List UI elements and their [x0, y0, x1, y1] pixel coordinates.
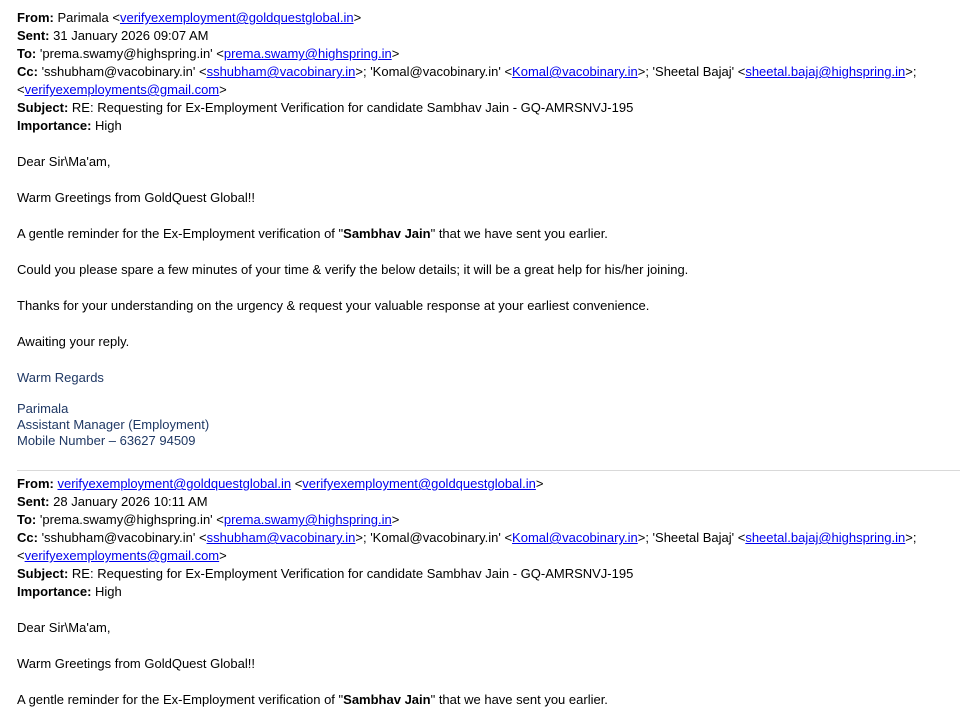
cc-line-continued: [17, 81, 960, 99]
to-name: 'prema.swamy@highspring.in' <: [39, 512, 224, 527]
reminder-paragraph: [17, 225, 960, 243]
importance-value: High: [95, 584, 122, 599]
from-name: Parimala <: [57, 10, 120, 25]
cc-email-link-4[interactable]: verifyexemployments@gmail.com: [24, 82, 220, 97]
signature-title: Assistant Manager (Employment): [17, 417, 210, 432]
subject-line: [17, 565, 960, 583]
cc-email-link-2[interactable]: Komal@vacobinary.in: [512, 64, 638, 79]
to-line: [17, 45, 960, 63]
to-email-link[interactable]: prema.swamy@highspring.in: [223, 512, 392, 527]
reminder-suffix: " that we have sent you earlier.: [430, 692, 608, 707]
subject-text: RE: Requesting for Ex-Employment Verification for candidate Sambhav Jain - GQ-AMRSNVJ-195: [71, 566, 634, 581]
message-divider: [17, 470, 960, 471]
sent-label: Sent:: [17, 494, 50, 509]
cc-name-1: 'sshubham@vacobinary.in' <: [41, 64, 207, 79]
subject-line: [17, 99, 960, 117]
cc-email-link-4[interactable]: verifyexemployments@gmail.com: [24, 548, 220, 563]
cc-tail-3: >;: [905, 530, 917, 545]
cc-head-4: <: [17, 548, 25, 563]
from-line: [17, 475, 960, 493]
warm-greeting: Warm Greetings from GoldQuest Global!!: [17, 190, 255, 205]
from-email-link[interactable]: verifyexemployment@goldquestglobal.in: [119, 10, 354, 25]
cc-label: Cc:: [17, 64, 38, 79]
from-email-link[interactable]: verifyexemployment@goldquestglobal.in: [57, 476, 292, 491]
from-email-link-2[interactable]: verifyexemployment@goldquestglobal.in: [302, 476, 536, 491]
cc-line: [17, 63, 960, 81]
email-message-1: [17, 9, 960, 449]
cc-name-1: 'sshubham@vacobinary.in' <: [41, 530, 207, 545]
from-label: From:: [17, 10, 54, 25]
cc-tail-3: >;: [905, 64, 917, 79]
from-line: [17, 9, 960, 27]
cc-email-link-1[interactable]: sshubham@vacobinary.in: [206, 64, 356, 79]
subject-label: Subject:: [17, 566, 69, 581]
from-tail: >: [353, 10, 362, 25]
cc-email-link-3[interactable]: sheetal.bajaj@highspring.in: [745, 530, 906, 545]
candidate-name: Sambhav Jain: [343, 692, 431, 707]
cc-label: Cc:: [17, 530, 38, 545]
sent-label: Sent:: [17, 28, 50, 43]
to-name: 'prema.swamy@highspring.in' <: [39, 46, 224, 61]
reminder-paragraph: [17, 691, 960, 709]
sent-date: 28 January 2026 10:11 AM: [53, 494, 208, 509]
email-message-2: [17, 475, 960, 709]
to-email-link[interactable]: prema.swamy@highspring.in: [223, 46, 392, 61]
to-label: To:: [17, 512, 37, 527]
warm-greeting: Warm Greetings from GoldQuest Global!!: [17, 656, 255, 671]
importance-label: Importance:: [17, 584, 92, 599]
request-paragraph: Could you please spare a few minutes of your time & verify the below details; it will be a great help for his/her joining.: [17, 262, 689, 277]
reminder-prefix: A gentle reminder for the Ex-Employment verification of ": [17, 226, 344, 241]
subject-text: RE: Requesting for Ex-Employment Verification for candidate Sambhav Jain - GQ-AMRSNVJ-195: [71, 100, 634, 115]
candidate-name: Sambhav Jain: [343, 226, 431, 241]
cc-head-4: <: [17, 82, 25, 97]
importance-line: [17, 583, 960, 601]
to-label: To:: [17, 46, 37, 61]
cc-tail-4: >: [219, 548, 227, 563]
cc-tail-4: >: [219, 82, 227, 97]
awaiting-paragraph: Awaiting your reply.: [17, 334, 130, 349]
sent-date: 31 January 2026 09:07 AM: [53, 28, 209, 43]
to-tail: >: [391, 512, 400, 527]
greeting: Dear Sir\Ma'am,: [17, 620, 111, 635]
importance-label: Importance:: [17, 118, 92, 133]
from-label: From:: [17, 476, 54, 491]
from-mid: <: [291, 476, 303, 491]
to-tail: >: [391, 46, 400, 61]
greeting: Dear Sir\Ma'am,: [17, 154, 111, 169]
from-tail: >: [535, 476, 544, 491]
signature-regards: Warm Regards: [17, 370, 104, 385]
cc-name-2: >; 'Komal@vacobinary.in' <: [355, 64, 513, 79]
reminder-suffix: " that we have sent you earlier.: [430, 226, 608, 241]
importance-line: [17, 117, 960, 135]
reminder-prefix: A gentle reminder for the Ex-Employment verification of ": [17, 692, 344, 707]
cc-line: [17, 529, 960, 547]
importance-value: High: [95, 118, 122, 133]
cc-name-3: >; 'Sheetal Bajaj' <: [637, 530, 746, 545]
cc-name-2: >; 'Komal@vacobinary.in' <: [355, 530, 513, 545]
cc-line-continued: [17, 547, 960, 565]
sent-line: [17, 493, 960, 511]
cc-email-link-3[interactable]: sheetal.bajaj@highspring.in: [745, 64, 906, 79]
cc-email-link-2[interactable]: Komal@vacobinary.in: [512, 530, 638, 545]
cc-email-link-1[interactable]: sshubham@vacobinary.in: [206, 530, 356, 545]
to-line: [17, 511, 960, 529]
signature-name: Parimala: [17, 401, 69, 416]
subject-label: Subject:: [17, 100, 69, 115]
thanks-paragraph: Thanks for your understanding on the urgency & request your valuable response at your earliest convenience.: [17, 298, 650, 313]
cc-name-3: >; 'Sheetal Bajaj' <: [637, 64, 746, 79]
signature-mobile: Mobile Number – 63627 94509: [17, 433, 196, 448]
sent-line: [17, 27, 960, 45]
